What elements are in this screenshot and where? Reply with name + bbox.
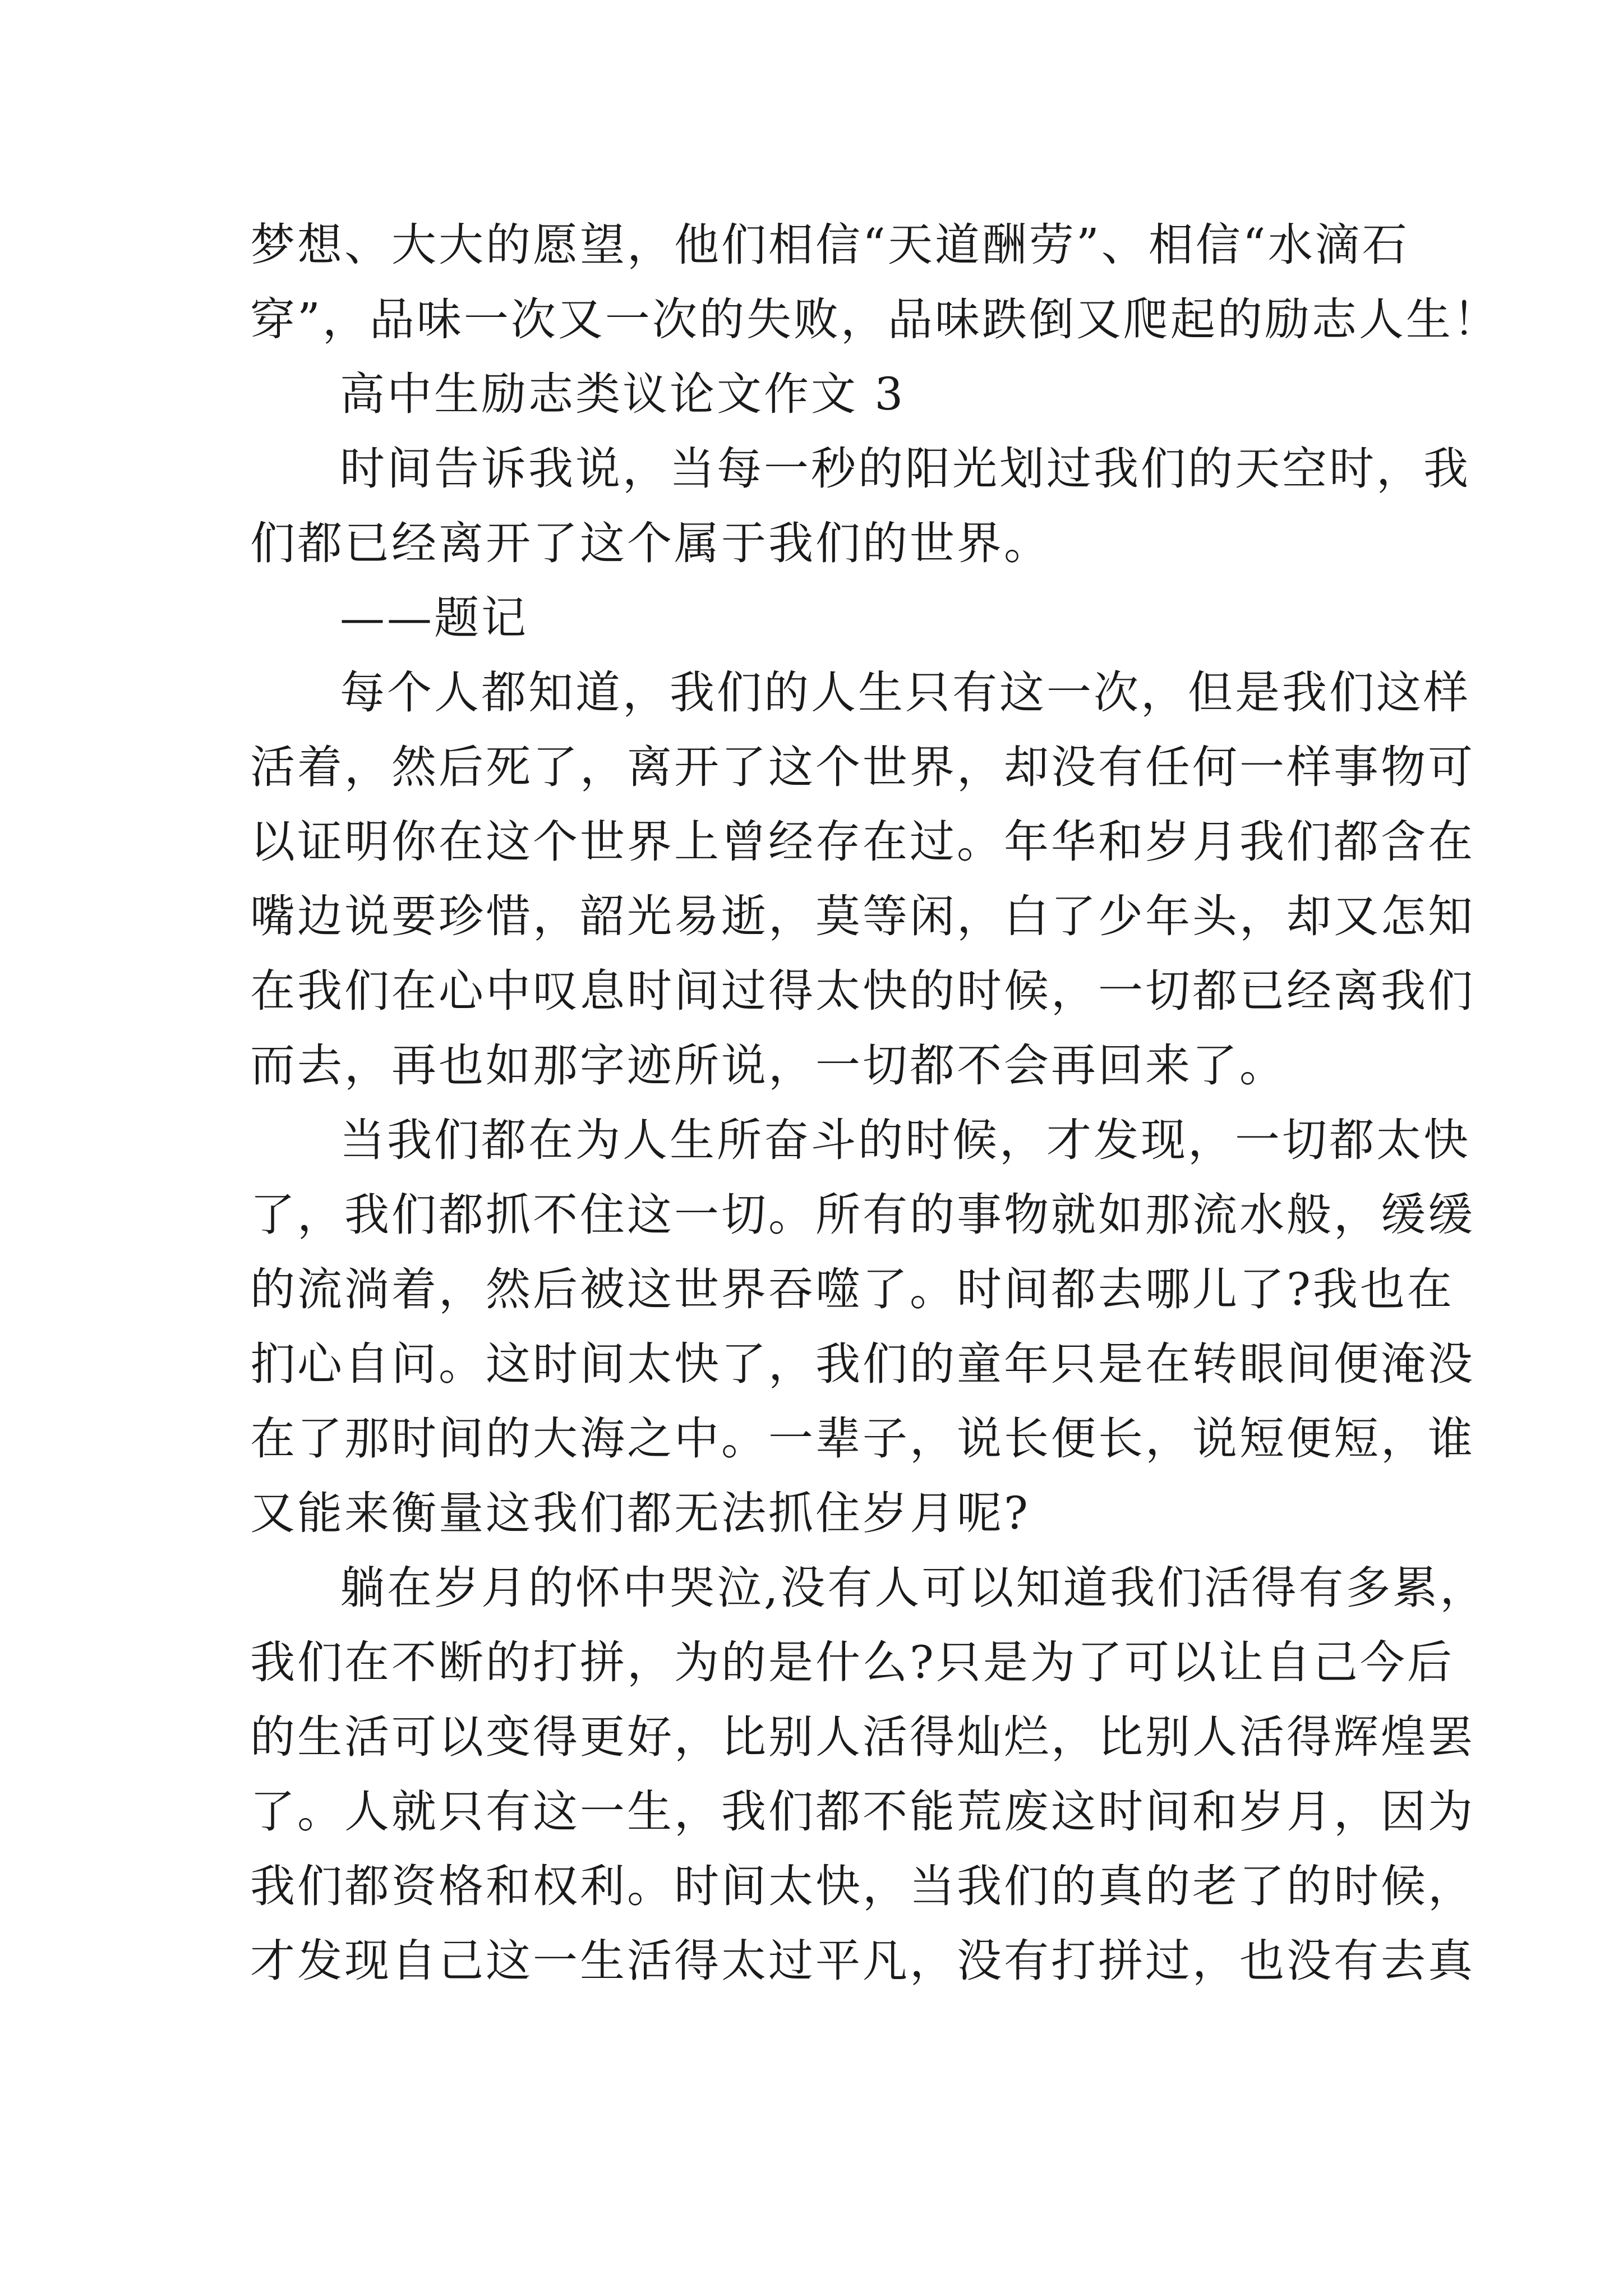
text-line: 了，我们都抓不住这一切。所有的事物就如那流水般，缓缓 [250,1189,1475,1241]
text-line: 又能来衡量这我们都无法抓住岁月呢? [250,1487,1030,1539]
text-line: 了。人就只有这一生，我们都不能荒废这时间和岁月，因为 [250,1786,1475,1838]
text-line: 以证明你在这个世界上曾经存在过。年华和岁月我们都含在 [250,816,1475,868]
document-body [250,208,1500,1998]
text-line: ——题记 [340,592,528,644]
text-line: 我们都资格和权利。时间太快，当我们的真的老了的时候， [250,1860,1475,1912]
text-line: 在了那时间的大海之中。一辈子，说长便长，说短便短，谁 [250,1412,1475,1465]
text-line: 的流淌着，然后被这世界吞噬了。时间都去哪儿了?我也在 [250,1263,1454,1315]
text-line: 们都已经离开了这个属于我们的世界。 [250,517,1051,569]
text-line: 梦想、大大的愿望，他们相信“天道酬劳”、相信“水滴石 [250,219,1409,271]
text-line: 高中生励志类议论文作文 3 [340,368,906,420]
text-line: 才发现自己这一生活得太过平凡，没有打拼过，也没有去真 [250,1935,1475,1987]
text-line: 在我们在心中叹息时间过得太快的时候，一切都已经离我们 [250,965,1475,1017]
text-line: 嘴边说要珍惜，韶光易逝，莫等闲，白了少年头，却又怎知 [250,890,1475,942]
text-line: 每个人都知道，我们的人生只有这一次，但是我们这样 [340,666,1470,719]
text-line: 扪心自问。这时间太快了，我们的童年只是在转眼间便淹没 [250,1338,1475,1390]
text-line: 当我们都在为人生所奋斗的时候，才发现，一切都太快 [340,1114,1470,1166]
text-line: 我们在不断的打拼，为的是什么?只是为了可以让自己今后 [250,1636,1454,1688]
text-line: 的生活可以变得更好，比别人活得灿烂，比别人活得辉煌罢 [250,1711,1475,1763]
text-line: 躺在岁月的怀中哭泣,没有人可以知道我们活得有多累， [340,1562,1487,1614]
text-line: 而去，再也如那字迹所说，一切都不会再回来了。 [250,1039,1287,1092]
text-line: 时间告诉我说，当每一秒的阳光划过我们的天空时，我 [340,443,1470,495]
text-line: 活着，然后死了，离开了这个世界，却没有任何一样事物可 [250,741,1475,793]
text-line: 穿”，品味一次又一次的失败，品味跌倒又爬起的励志人生！ [250,293,1500,346]
